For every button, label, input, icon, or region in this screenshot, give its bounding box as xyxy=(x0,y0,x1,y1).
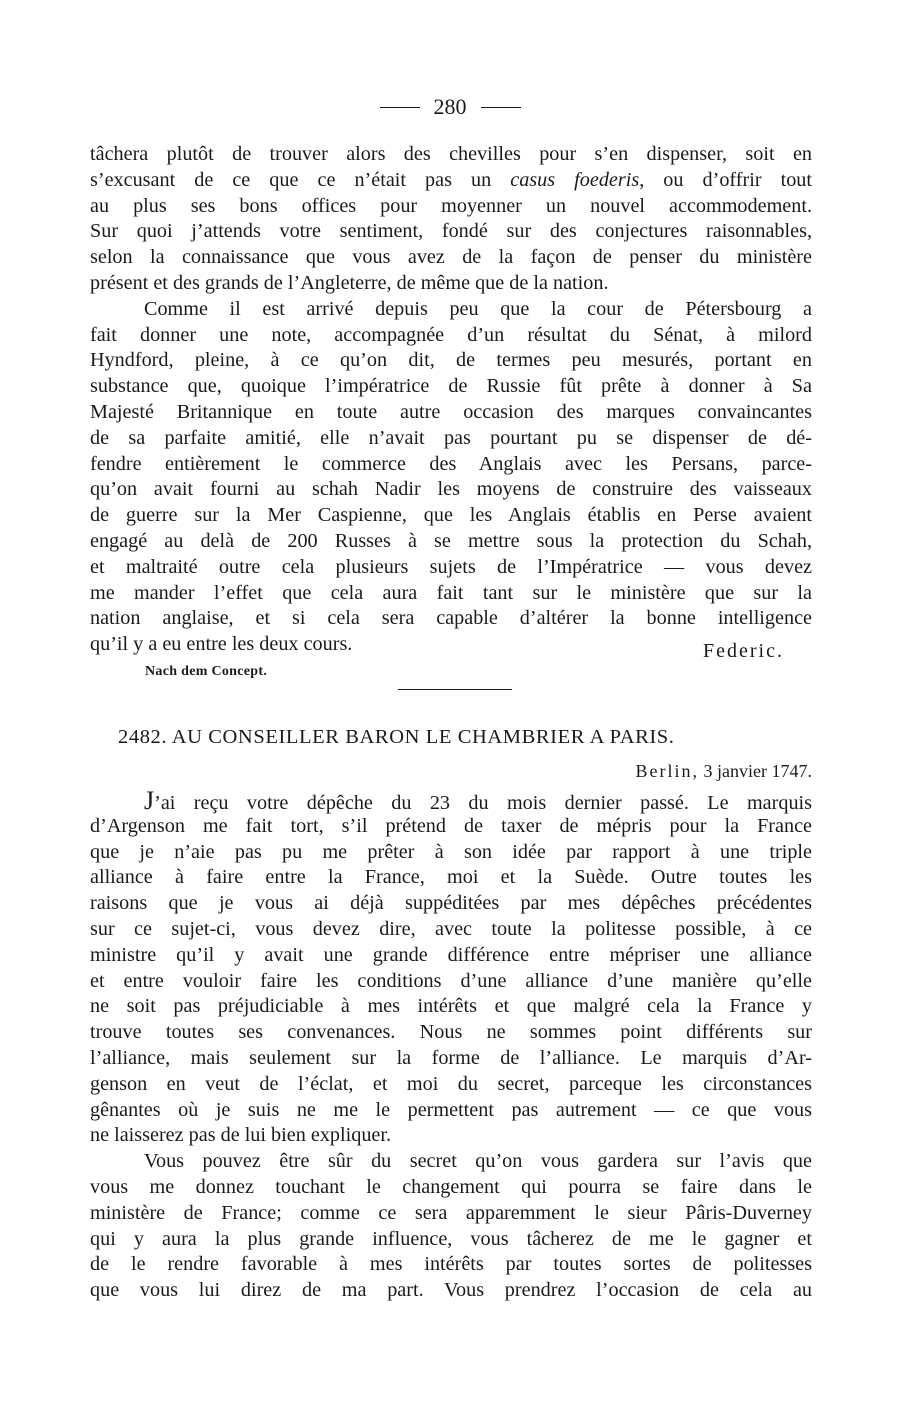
letter-continuation xyxy=(90,142,812,663)
text-line: Majesté Britannique en toute autre occasion des marques convaincantes xyxy=(90,400,812,423)
source-note: Nach dem Concept. xyxy=(145,664,268,679)
text-line: trouve toutes ses convenances. Nous ne sommes point différents sur xyxy=(90,1021,812,1044)
text-line: me mander l’effet que cela aura fait tant sur le ministère que sur la xyxy=(90,581,812,604)
header-rule-left xyxy=(380,107,420,108)
text-line xyxy=(90,788,812,814)
initial-letter: J xyxy=(144,788,155,814)
text-line: qu’on avait fourni au schah Nadir les moyens de construire des vaisseaux xyxy=(90,478,812,501)
text-run: s’excusant de ce que ce n’était pas un xyxy=(90,168,492,191)
text-line: de le rendre favorable à mes intérêts par toutes sortes de politesses xyxy=(90,1253,812,1276)
text-line: raisons que je vous ai déjà suppéditées par mes dépêches précédentes xyxy=(90,892,812,915)
text-line: selon la connaissance que vous avez de la façon de penser du ministère xyxy=(90,246,812,269)
page-header xyxy=(0,92,900,122)
text-line: gênantes où je suis ne me le permettent pas autrement — ce que vous xyxy=(90,1098,812,1121)
text-line: qu’il y a eu entre les deux cours. xyxy=(90,633,353,656)
text-line: de guerre sur la Mer Caspienne, que les Anglais établis en Perse avaient xyxy=(90,504,812,527)
text-line: Hyndford, pleine, à ce qu’on dit, de termes peu mesurés, portant en xyxy=(90,349,812,372)
letter-body xyxy=(90,788,812,1304)
text-line: ne soit pas préjudiciable à mes intérêts et que malgré cela la France y xyxy=(90,995,812,1018)
letter-heading: 2482. AU CONSEILLER BARON LE CHAMBRIER A PARIS. xyxy=(118,726,675,748)
closing-row xyxy=(90,632,812,663)
latin-phrase: casus foederis xyxy=(510,168,640,191)
text-line: ministre qu’il y avait une grande différence entre mépriser une alliance xyxy=(90,943,812,966)
text-line: l’alliance, mais seulement sur la forme de l’alliance. Le marquis d’Ar- xyxy=(90,1046,812,1069)
text-line: que vous lui direz de ma part. Vous prendrez l’occasion de cela au xyxy=(90,1279,812,1302)
text-line: d’Argenson me fait tort, s’il prétend de taxer de mépris pour la France xyxy=(90,814,812,837)
text-line: engagé au delà de 200 Russes à se mettre sous la protection du Schah, xyxy=(90,529,812,552)
text-line: Vous pouvez être sûr du secret qu’on vous gardera sur l’avis que xyxy=(144,1150,812,1173)
header-rule-right xyxy=(481,107,521,108)
text-line: qui y aura la plus grande influence, vous tâcherez de me le gagner et xyxy=(90,1227,812,1250)
text-line: ministère de France; comme ce sera apparemment le sieur Pâris-Duverney xyxy=(90,1201,812,1224)
page-number: 280 xyxy=(433,94,467,119)
dateline xyxy=(636,761,812,782)
text-line xyxy=(90,168,812,194)
text-line: substance que, quoique l’impératrice de Russie fût prête à donner à Sa xyxy=(90,375,812,398)
text-line: fait donner une note, accompagnée d’un résultat du Sénat, à milord xyxy=(90,323,812,346)
text-line: alliance à faire entre la France, moi et la Suède. Outre toutes les xyxy=(90,866,812,889)
text-line: et maltraité outre cela plusieurs sujets de l’Impératrice — vous devez xyxy=(90,555,812,578)
text-line: Comme il est arrivé depuis peu que la cour de Pétersbourg a xyxy=(144,297,812,320)
date-place: Berlin, xyxy=(635,761,700,781)
text-line: Sur quoi j’attends votre sentiment, fondé sur des conjectures raisonnables, xyxy=(90,220,812,243)
section-divider xyxy=(398,689,512,690)
text-line: ne laisserez pas de lui bien expliquer. xyxy=(90,1124,392,1147)
text-line: présent et des grands de l’Angleterre, de même que de la nation. xyxy=(90,271,609,294)
text-run: , ou d’offrir tout xyxy=(639,168,812,191)
text-line: de sa parfaite amitié, elle n’avait pas pourtant pu se dispenser de dé- xyxy=(90,426,812,449)
date: 3 janvier 1747. xyxy=(703,761,812,781)
text-line: genson en veut de l’éclat, et moi du secret, parceque les circonstances xyxy=(90,1072,812,1095)
text-line: nation anglaise, et si cela sera capable d’altérer la bonne intelligence xyxy=(90,607,812,630)
text-line: au plus ses bons offices pour moyenner un nouvel accommodement. xyxy=(90,194,812,217)
text-line: tâchera plutôt de trouver alors des chevilles pour s’en dispenser, soit en xyxy=(90,143,812,165)
text-line: vous me donnez touchant le changement qui pourra se faire dans le xyxy=(90,1175,812,1198)
text-line: sur ce sujet-ci, vous devez dire, avec toute la politesse possible, à ce xyxy=(90,917,812,940)
text-line: fendre entièrement le commerce des Anglais avec les Persans, parce- xyxy=(90,452,812,475)
text-line: que je n’aie pas pu me prêter à son idée par rapport à une triple xyxy=(90,840,812,863)
signature: Federic. xyxy=(703,640,784,663)
text-line: et entre vouloir faire les conditions d’une alliance d’une manière qu’elle xyxy=(90,969,812,992)
text-run: ’ai reçu votre dépêche du 23 du mois dernier passé. Le marquis xyxy=(154,792,812,814)
